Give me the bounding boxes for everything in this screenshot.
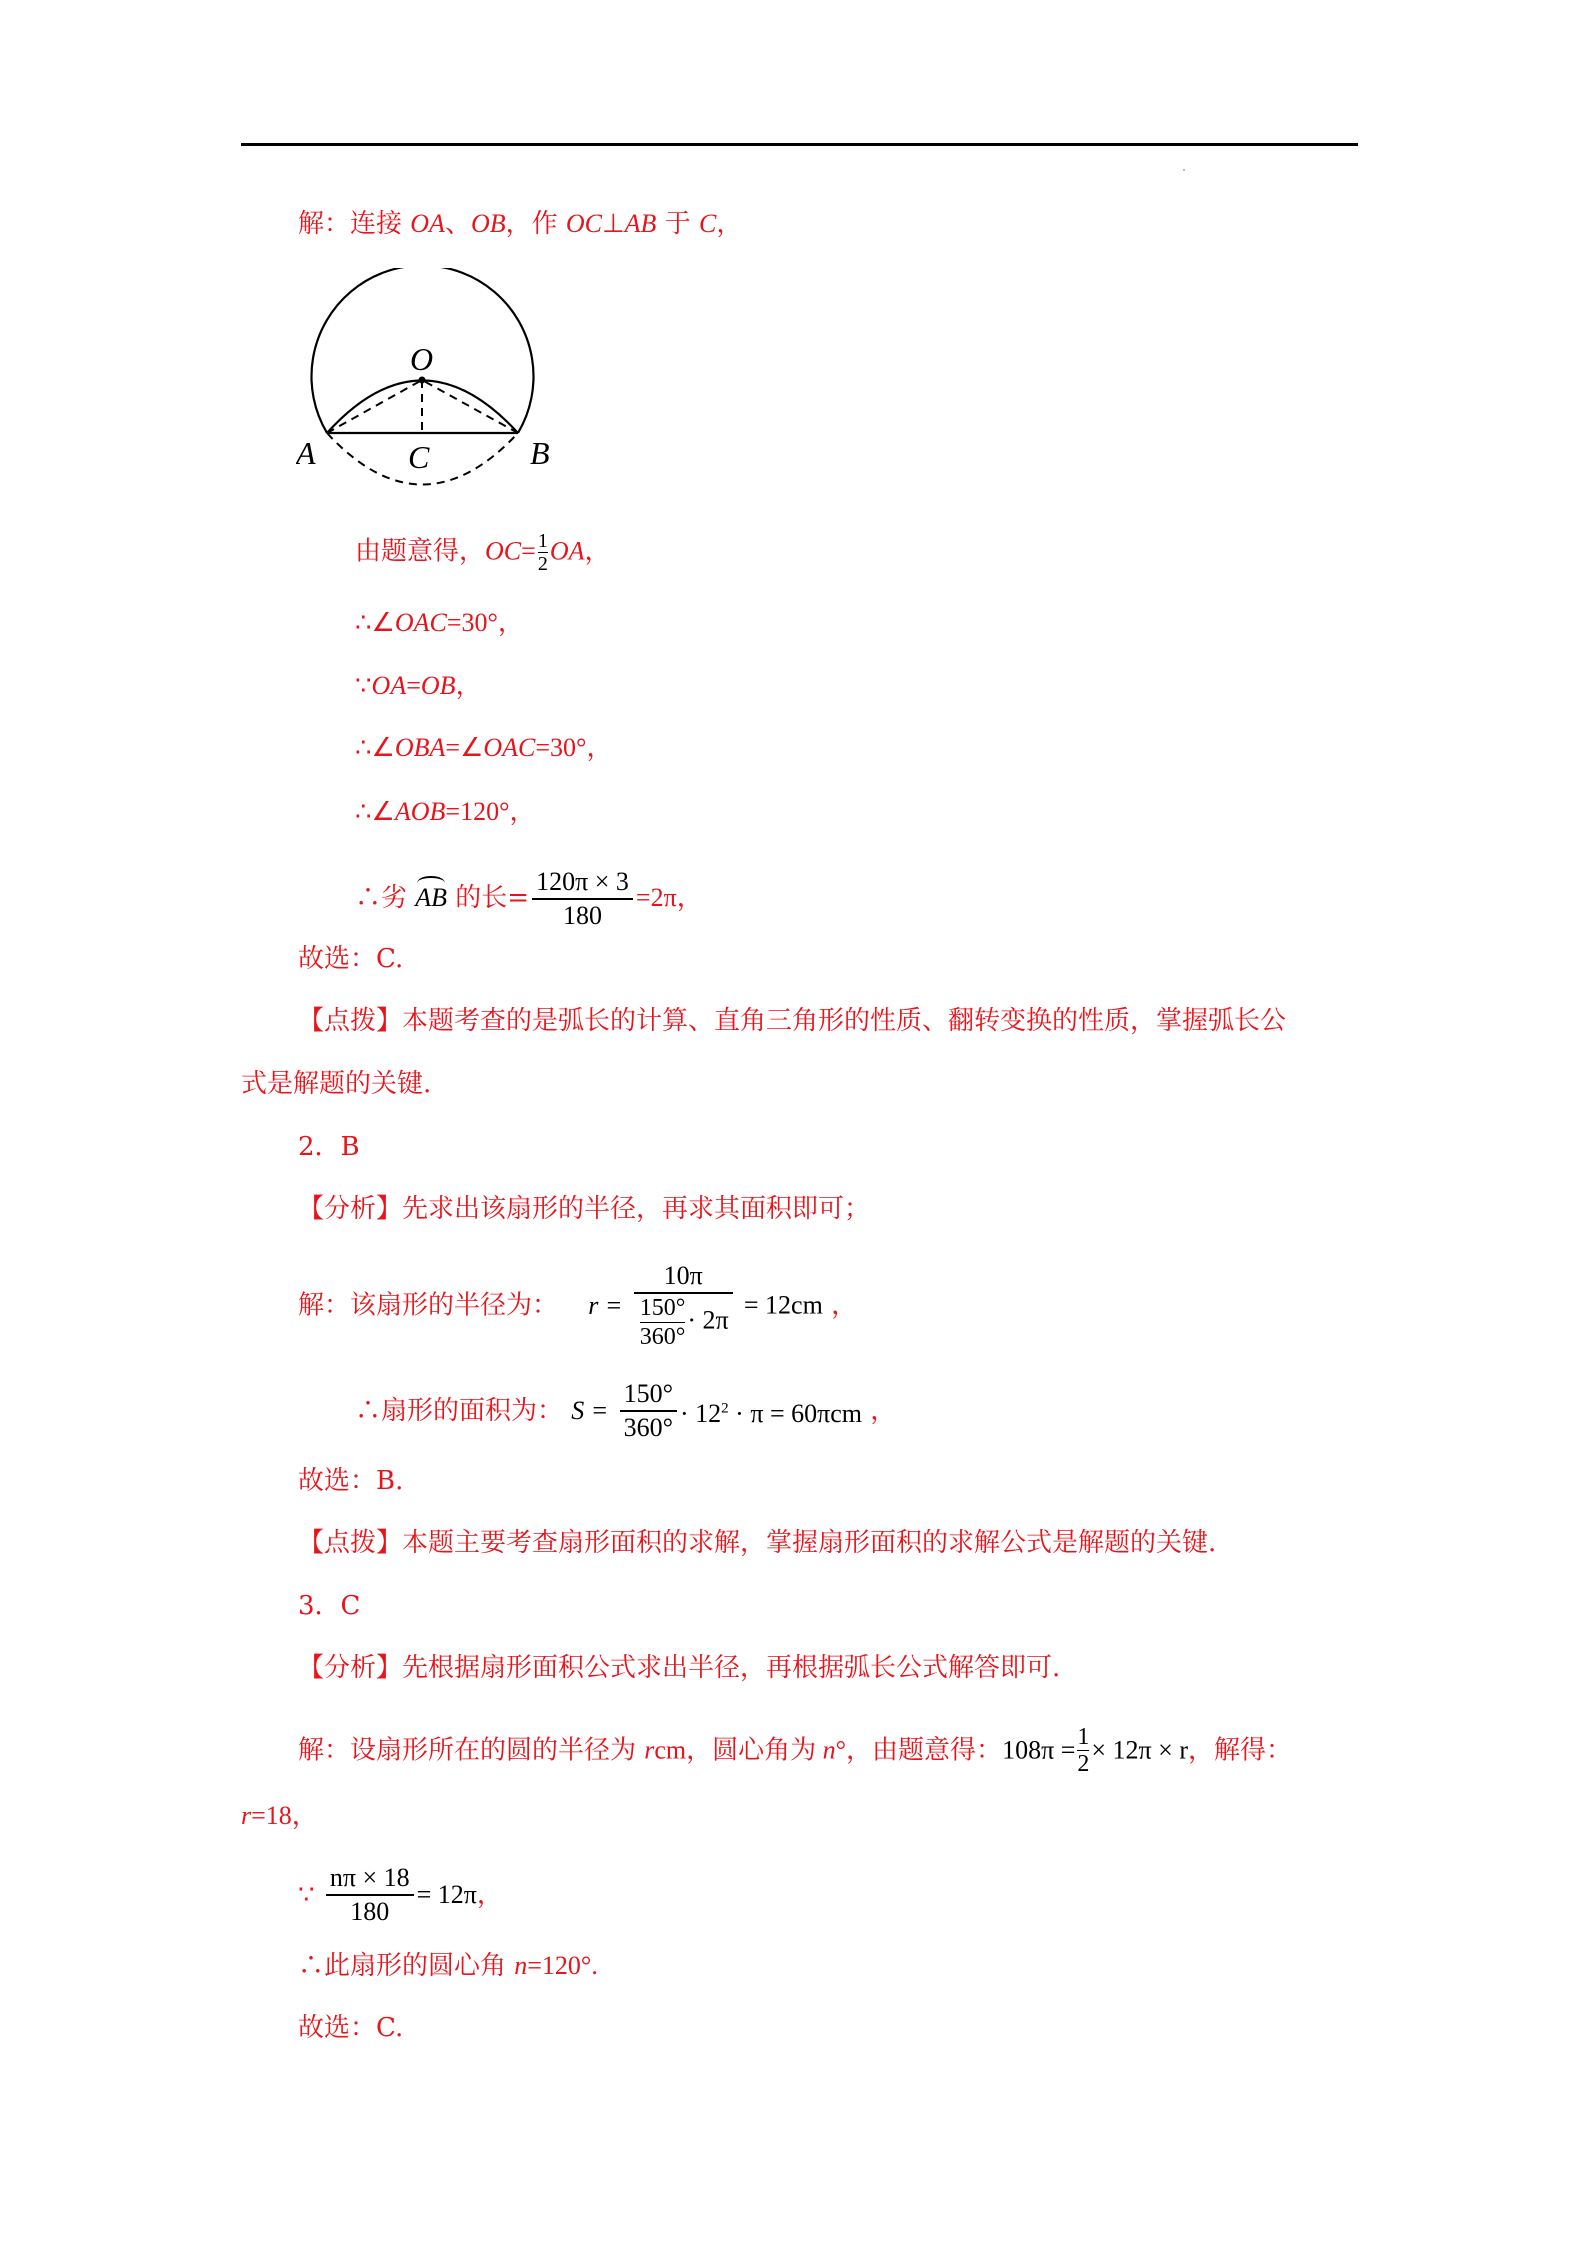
value: =120°. [527,1951,598,1980]
text: ， [476,1880,503,1910]
var-n: n [514,1951,528,1980]
seg-ob: OB [470,209,506,238]
equals: = [521,536,536,566]
seg-oc: OC [485,536,522,566]
seg-ab: AB [624,209,657,238]
text: °，由题意得： [835,1735,1003,1765]
p2-area [355,1378,896,1444]
angle-value: =120°， [445,797,536,826]
result: =2π， [635,883,703,912]
p1-step2 [355,607,524,639]
angle-symbol: ∠ [371,797,395,826]
circle-diagram [296,268,576,502]
therefore-symbol: ∴ [355,608,372,638]
fraction [620,1378,677,1444]
fraction [326,1862,414,1928]
text: ， [584,536,611,567]
analysis-label: 【分析】 [298,1194,403,1224]
numerator: 10π [634,1260,733,1294]
hint-text: 本题考查的是弧长的计算、直角三角形的性质、翻转变换的性质，掌握弧长公 [402,1006,1287,1036]
inner-denominator: 360° [639,1324,686,1350]
angle-symbol: ∠ [371,608,395,637]
denominator: 360° [623,1413,673,1442]
header-rule [241,143,1358,146]
geometry-figure [296,268,576,498]
text: 劣 [381,883,416,913]
angle-name: OAC [483,733,536,762]
text: · 12 [680,1398,722,1428]
p1-hint-line1 [298,1005,1286,1037]
numerator: 120π × 3 [532,866,633,900]
hint-text: 本题主要考查扇形面积的求解，掌握扇形面积的求解公式是解题的关键. [402,1528,1217,1558]
hint-label: 【点拨】 [298,1006,403,1036]
angle-symbol: ∠ [460,733,484,762]
p2-analysis [298,1193,870,1225]
equals: = [445,733,461,762]
p1-step5 [355,796,535,828]
perp-symbol: ⊥ [602,209,625,238]
p1-step4 [355,732,612,764]
lhs: r = [588,1290,623,1320]
svg-text:O: O [410,341,434,377]
rhs: = 12π [416,1880,477,1909]
p2-number: 2．B [298,1132,360,1162]
text: ∴扇形的面积为： [355,1396,564,1426]
value: =18， [251,1801,318,1830]
seg-oc: OC [565,209,603,238]
angle-symbol: ∠ [371,733,395,762]
seg-ob: OB [420,671,456,700]
point-c: C [698,209,717,238]
denominator: 2 [1077,1751,1090,1777]
seg-oa: OA [549,536,585,566]
therefore-symbol: ∴ [355,797,372,827]
complex-fraction [634,1260,733,1351]
area-tail [680,1399,862,1428]
because-symbol: ∵ [298,1880,315,1910]
denominator [634,1294,733,1351]
because-symbol: ∵ [355,671,372,701]
fraction-half [1077,1724,1089,1777]
exponent: 2 [721,1400,729,1417]
analysis-text: 先求出该扇形的半径，再求其面积即可； [402,1194,871,1224]
numerator: 1 [1077,1724,1090,1750]
header-speck [1183,169,1185,171]
text: ， [455,671,482,701]
var-n: n [822,1735,836,1765]
var-r: r [241,1801,252,1830]
svg-text:C: C [408,439,430,475]
text: 的长= [447,883,530,913]
therefore-symbol: ∴ [355,883,382,913]
p1-step1 [355,530,611,575]
inner-fraction [640,1294,686,1351]
p3-because [298,1862,503,1928]
angle-name: AOB [394,797,446,826]
denominator-tail: · 2π [687,1305,729,1335]
text: ∴此扇形的圆心角 [298,1951,515,1981]
analysis-label: 【分析】 [298,1653,403,1683]
result: = 12cm [743,1290,823,1320]
p3-solve [298,1724,1292,1777]
text: 、 [444,209,471,239]
numerator: nπ × 18 [326,1862,414,1896]
lhs: S = [571,1396,609,1425]
numerator: 150° [620,1378,677,1412]
denominator: 180 [563,901,602,930]
text: ， [831,1290,858,1321]
text: 解：该扇形的半径为： [298,1290,559,1321]
inner-numerator: 150° [639,1295,686,1321]
angle-name: OBA [394,733,446,762]
text: ，作 [505,209,566,239]
text: ， [716,209,743,239]
p1-step6 [355,866,703,932]
numerator: 1 [537,530,548,552]
text: 于 [656,209,699,239]
p1-answer: 故选：C. [298,944,404,974]
lhs: 108π = [1002,1735,1076,1765]
text: cm，圆心角为 [654,1735,823,1765]
analysis-text: 先根据扇形面积公式求出半径，再根据弧长公式解答即可. [402,1653,1061,1683]
text: ， [870,1396,897,1426]
p3-conclusion [298,1950,598,1982]
hint-label: 【点拨】 [298,1528,403,1558]
arc-ab: AB [415,883,448,912]
angle-value: =30°， [446,608,524,637]
seg-oa: OA [410,209,445,238]
p2-radius [298,1260,857,1360]
equals: = [406,671,421,700]
angle-value: =30°， [535,733,613,762]
fraction [532,866,633,932]
p3-answer: 故选：C. [298,2013,404,2043]
seg-oa: OA [371,671,407,700]
rhs: × 12π × r [1091,1735,1188,1765]
text: 解：连接 [298,209,411,239]
svg-text:B: B [530,435,550,471]
text: 由题意得， [355,536,486,567]
denominator: 180 [350,1897,390,1926]
p2-hint [298,1527,1216,1559]
p3-number: 3．C [298,1591,361,1621]
denominator: 2 [537,553,548,575]
text: · π = 60πcm [728,1398,863,1428]
angle-name: OAC [394,608,447,637]
text: 解：设扇形所在的圆的半径为 [298,1735,645,1766]
var-r: r [644,1735,655,1765]
p3-r-value [241,1800,318,1832]
therefore-symbol: ∴ [355,733,372,763]
p2-answer: 故选：B. [298,1466,404,1496]
svg-text:A: A [296,435,316,471]
text: ，解得： [1187,1735,1292,1766]
p1-hint-line2: 式是解题的关键. [241,1069,432,1099]
p1-intro [298,208,742,240]
p3-analysis [298,1652,1060,1684]
p1-step3 [355,670,482,702]
fraction-half [538,530,548,575]
